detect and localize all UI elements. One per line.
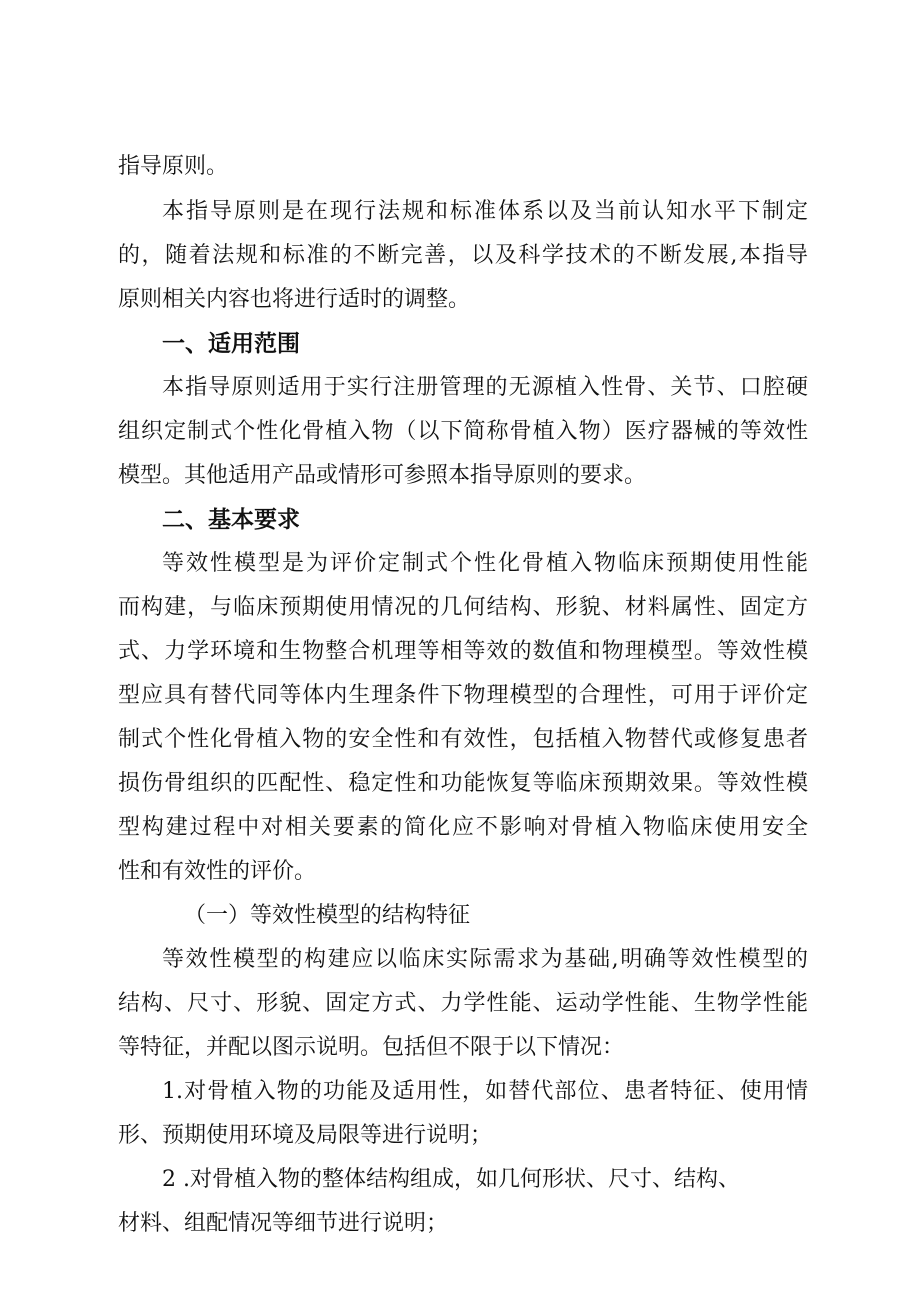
list-item-1-line-2: 形、预期使用环境及局限等进行说明； [118,1123,493,1148]
section-heading-scope: 一、适用范围 [162,331,300,357]
list-item-1-line-1: 1.对骨植入物的功能及适用性，如替代部位、患者特征、使用情 [162,1079,808,1104]
paragraph-3-line-8: 性和有效性的评价。 [118,859,317,884]
paragraph-3-line-4: 型应具有替代同等体内生理条件下物理模型的合理性，可用于评价定 [118,683,808,708]
paragraph-3-line-2: 而构建，与临床预期使用情况的几何结构、形貌、材料属性、固定方 [118,595,808,620]
section-heading-basic-requirements: 二、基本要求 [162,507,300,533]
paragraph-0-line-1: 指导原则。 [118,154,229,179]
paragraph-3-line-5: 制式个性化骨植入物的安全性和有效性，包括植入物替代或修复患者 [118,727,808,752]
subsection-heading-structure: （一）等效性模型的结构特征 [184,903,471,928]
paragraph-3-line-7: 型构建过程中对相关要素的简化应不影响对骨植入物临床使用安全 [118,815,808,840]
list-item-2-line-2: 材料、组配情况等细节进行说明； [118,1211,449,1236]
paragraph-1-line-2: 的，随着法规和标准的不断完善，以及科学技术的不断发展,本指导 [118,243,808,268]
paragraph-2-line-2: 组织定制式个性化骨植入物（以下简称骨植入物）医疗器械的等效性 [118,419,808,444]
paragraph-3-line-3: 式、力学环境和生物整合机理等相等效的数值和物理模型。等效性模 [118,639,808,664]
paragraph-1-line-1: 本指导原则是在现行法规和标准体系以及当前认知水平下制定 [162,199,808,224]
list-item-2-line-1: 2 .对骨植入物的整体结构组成，如几何形状、尺寸、结构、 [162,1167,740,1192]
paragraph-4-line-3: 等特征，并配以图示说明。包括但不限于以下情况： [118,1035,625,1060]
paragraph-3-line-6: 损伤骨组织的匹配性、稳定性和功能恢复等临床预期效果。等效性模 [118,771,808,796]
paragraph-4-line-1: 等效性模型的构建应以临床实际需求为基础,明确等效性模型的 [162,947,808,972]
paragraph-1-line-3: 原则相关内容也将进行适时的调整。 [118,287,471,312]
paragraph-4-line-2: 结构、尺寸、形貌、固定方式、力学性能、运动学性能、生物学性能 [118,991,808,1016]
paragraph-3-line-1: 等效性模型是为评价定制式个性化骨植入物临床预期使用性能 [162,551,808,576]
paragraph-2-line-3: 模型。其他适用产品或情形可参照本指导原则的要求。 [118,463,647,488]
paragraph-2-line-1: 本指导原则适用于实行注册管理的无源植入性骨、关节、口腔硬 [162,375,808,400]
